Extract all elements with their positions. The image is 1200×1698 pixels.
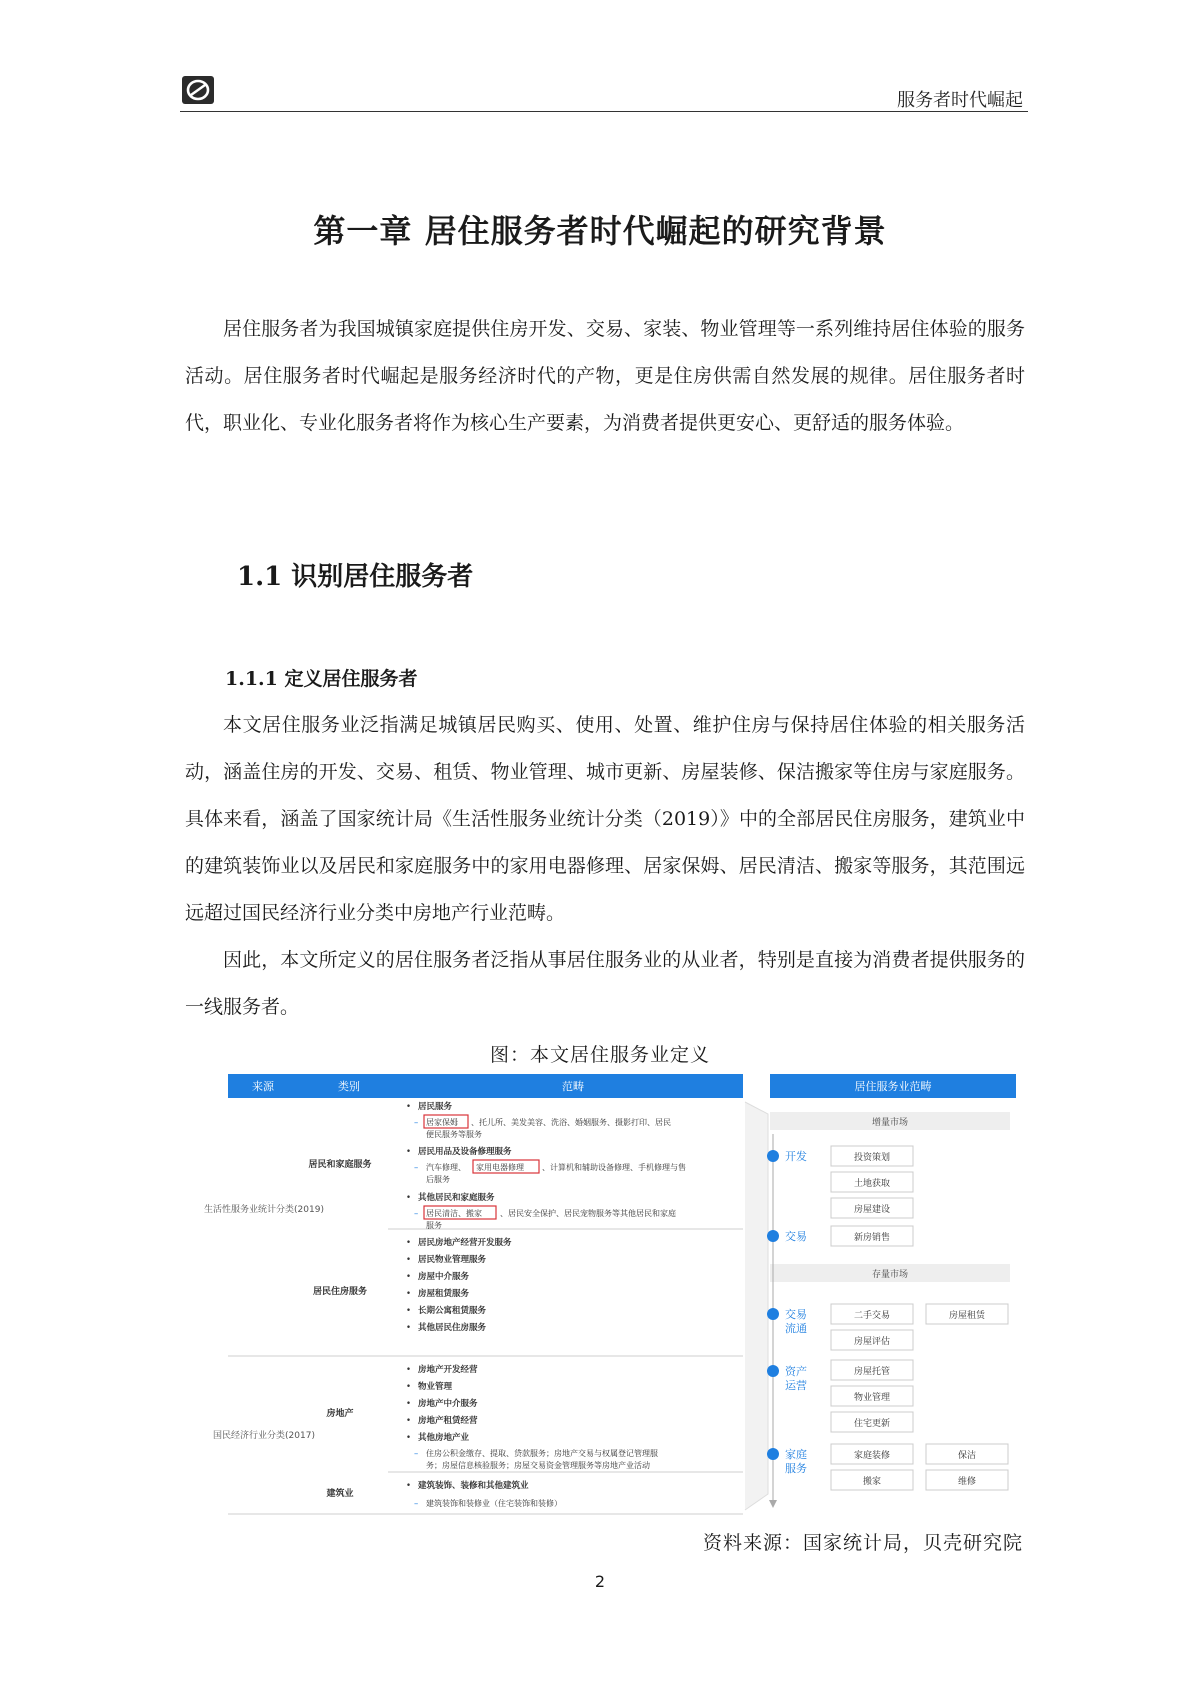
stage-label — [785, 1307, 807, 1335]
stage-label-line: 资产 — [785, 1365, 807, 1378]
category-label: 居民和家庭服务 — [308, 1160, 372, 1170]
panel-title: 居住服务业范畴 — [854, 1080, 932, 1093]
table-header-bar — [228, 1074, 743, 1098]
category-label: 房地产 — [326, 1409, 354, 1419]
scope-item: 建筑装饰、装修和其他建筑业 — [418, 1481, 529, 1491]
service-box-label: 家庭装修 — [853, 1451, 891, 1461]
scope-dash: – — [414, 1118, 419, 1128]
service-box-label: 房屋租赁 — [948, 1311, 986, 1321]
scope-item: 长期公寓租赁服务 — [418, 1306, 487, 1316]
scope-bullet: • — [406, 1102, 412, 1112]
scope-dash: – — [414, 1499, 419, 1509]
service-box-label: 保洁 — [957, 1451, 977, 1461]
scope-dash: – — [414, 1209, 419, 1219]
service-box-label: 二手交易 — [853, 1311, 891, 1321]
incremental-market-label: 增量市场 — [871, 1118, 909, 1128]
scope-highlight: 居家保姆 — [426, 1118, 458, 1127]
stage-label-line: 家庭 — [785, 1448, 807, 1461]
page-number: 2 — [594, 1572, 606, 1591]
scope-item: 房屋租赁服务 — [418, 1289, 470, 1299]
stage-label — [785, 1447, 807, 1475]
category-label: 建筑业 — [326, 1489, 354, 1499]
scope-item: 其他房地产业 — [418, 1433, 470, 1443]
chapter-title: 第一章 居住服务者时代崛起的研究背景 — [313, 212, 887, 250]
stage-label-line: 运营 — [785, 1379, 807, 1392]
scope-item: 房地产开发经营 — [418, 1365, 478, 1375]
stage-label — [785, 1364, 807, 1392]
stage-label-line: 交易 — [785, 1308, 807, 1321]
service-box-label: 物业管理 — [853, 1393, 891, 1403]
scope-bullet: • — [406, 1323, 412, 1333]
intro-text — [185, 306, 1025, 447]
section-heading: 1.1 识别居住服务者 — [237, 562, 474, 592]
figure-caption: 图：本文居住服务业定义 — [489, 1044, 710, 1066]
scope-detail: 服务 — [426, 1221, 442, 1230]
service-box-label: 房屋托管 — [853, 1367, 891, 1377]
scope-item: 其他居民和家庭服务 — [418, 1193, 495, 1203]
timeline-dot — [767, 1365, 779, 1377]
scope-item: 房地产租赁经营 — [418, 1416, 478, 1426]
scope-bullet: • — [406, 1147, 412, 1157]
timeline-dot — [767, 1230, 779, 1242]
source-note: 资料来源：国家统计局，贝壳研究院 — [702, 1532, 1023, 1554]
timeline-dot — [767, 1308, 779, 1320]
scope-bullet: • — [406, 1365, 412, 1375]
service-box-label: 维修 — [957, 1477, 977, 1487]
scope-dash: – — [414, 1163, 419, 1173]
scope-item: 居民房地产经营开发服务 — [418, 1238, 512, 1248]
scope-detail: 汽车修理、 — [426, 1163, 466, 1172]
scope-item: 居民物业管理服务 — [418, 1255, 487, 1265]
company-logo-icon — [182, 76, 214, 104]
source-label: 国民经济行业分类(2017) — [213, 1431, 315, 1441]
body-paragraph-2: 因此，本文所定义的居住服务者泛指从事居住服务业的从业者，特别是直接为消费者提供服务的一线服务者。 — [185, 949, 1025, 1018]
definition-figure — [204, 1074, 1016, 1524]
timeline-dot — [767, 1448, 779, 1460]
scope-bullet: • — [406, 1306, 412, 1316]
scope-bullet: • — [406, 1272, 412, 1282]
service-box-label: 房屋建设 — [853, 1205, 891, 1215]
scope-detail: 住房公积金缴存、提取、贷款服务；房地产交易与权属登记管理服 — [426, 1449, 658, 1458]
scope-detail: 、居民安全保护、居民宠物服务等其他居民和家庭 — [500, 1209, 676, 1218]
intro-paragraph: 居住服务者为我国城镇家庭提供住房开发、交易、家装、物业管理等一系列维持居住体验的服务活动。居住服务者时代崛起是服务经济时代的产物，更是住房供需自然发展的规律。居住服务者时代，职业化、专业化服务者将作为核心生产要素，为消费者提供更安心、更舒适的服务体验。 — [185, 318, 1025, 434]
service-box-label: 土地获取 — [853, 1179, 891, 1189]
table-header-scope: 范畴 — [562, 1080, 584, 1093]
scope-item: 其他居民住房服务 — [418, 1323, 487, 1333]
header-divider — [180, 111, 1028, 112]
body-paragraph-1: 本文居住服务业泛指满足城镇居民购买、使用、处置、维护住房与保持居住体验的相关服务活动，涵盖住房的开发、交易、租赁、物业管理、城市更新、房屋装修、保洁搬家等住房与家庭服务。具体来看，涵盖了国家统计局《生活性服务业统计分类（2019）》中的全部居民住房服务，建筑业中的建筑装饰业以及居民和家庭服务中的家用电器修理、居家保姆、居民清洁、搬家等服务，其范围远远超过国民经济行业分类中房地产行业范畴。 — [185, 714, 1025, 924]
source-label: 生活性服务业统计分类(2019) — [204, 1205, 324, 1215]
service-box-label: 新房销售 — [853, 1233, 891, 1243]
category-label: 居民住房服务 — [312, 1287, 368, 1297]
scope-item: 物业管理 — [418, 1382, 453, 1392]
table-header-source: 来源 — [252, 1080, 274, 1093]
scope-item: 居民服务 — [418, 1102, 453, 1112]
scope-bullet: • — [406, 1255, 412, 1265]
scope-bullet: • — [406, 1416, 412, 1426]
scope-item: 居民用品及设备修理服务 — [418, 1147, 512, 1157]
scope-detail: 后服务 — [426, 1175, 450, 1184]
scope-item: 房屋中介服务 — [418, 1272, 470, 1282]
scope-bullet: • — [406, 1399, 412, 1409]
stock-market-label: 存量市场 — [871, 1270, 909, 1280]
scope-highlight: 居民清洁、搬家 — [426, 1209, 482, 1218]
scope-detail: 、计算机和辅助设备修理、手机修理与售 — [542, 1163, 686, 1172]
scope-bullet: • — [406, 1238, 412, 1248]
body-text — [185, 702, 1025, 1031]
service-box-label: 住宅更新 — [853, 1419, 891, 1429]
scope-bullet: • — [406, 1289, 412, 1299]
stage-label: 交易 — [785, 1230, 807, 1243]
scope-bullet: • — [406, 1481, 412, 1491]
service-box-label: 房屋评估 — [853, 1337, 891, 1347]
stage-label-line: 流通 — [785, 1322, 807, 1335]
stage-label: 开发 — [785, 1150, 807, 1163]
subsection-heading: 1.1.1 定义居住服务者 — [225, 668, 418, 690]
scope-detail: 便民服务等服务 — [426, 1130, 482, 1139]
scope-bullet: • — [406, 1193, 412, 1203]
scope-detail: 、托儿所、美发美容、洗浴、婚姻服务、摄影打印、居民 — [471, 1118, 671, 1127]
stage-label-line: 服务 — [785, 1462, 807, 1475]
timeline-arrow — [769, 1500, 777, 1508]
scope-highlight: 家用电器修理 — [476, 1163, 524, 1172]
scope-dash: – — [414, 1449, 419, 1459]
scope-bullet: • — [406, 1433, 412, 1443]
service-box-label: 搬家 — [862, 1477, 882, 1487]
header-title: 服务者时代崛起 — [897, 90, 1023, 111]
table-header-category: 类别 — [338, 1080, 360, 1093]
timeline-dot — [767, 1150, 779, 1162]
bracket-connector — [745, 1102, 768, 1510]
scope-bullet: • — [406, 1382, 412, 1392]
scope-detail: 建筑装饰和装修业（住宅装饰和装修） — [426, 1499, 562, 1508]
service-box-label: 投资策划 — [853, 1153, 891, 1163]
scope-item: 房地产中介服务 — [418, 1399, 478, 1409]
scope-detail: 务；房屋信息核验服务；房屋交易资金管理服务等房地产业活动 — [426, 1461, 650, 1470]
